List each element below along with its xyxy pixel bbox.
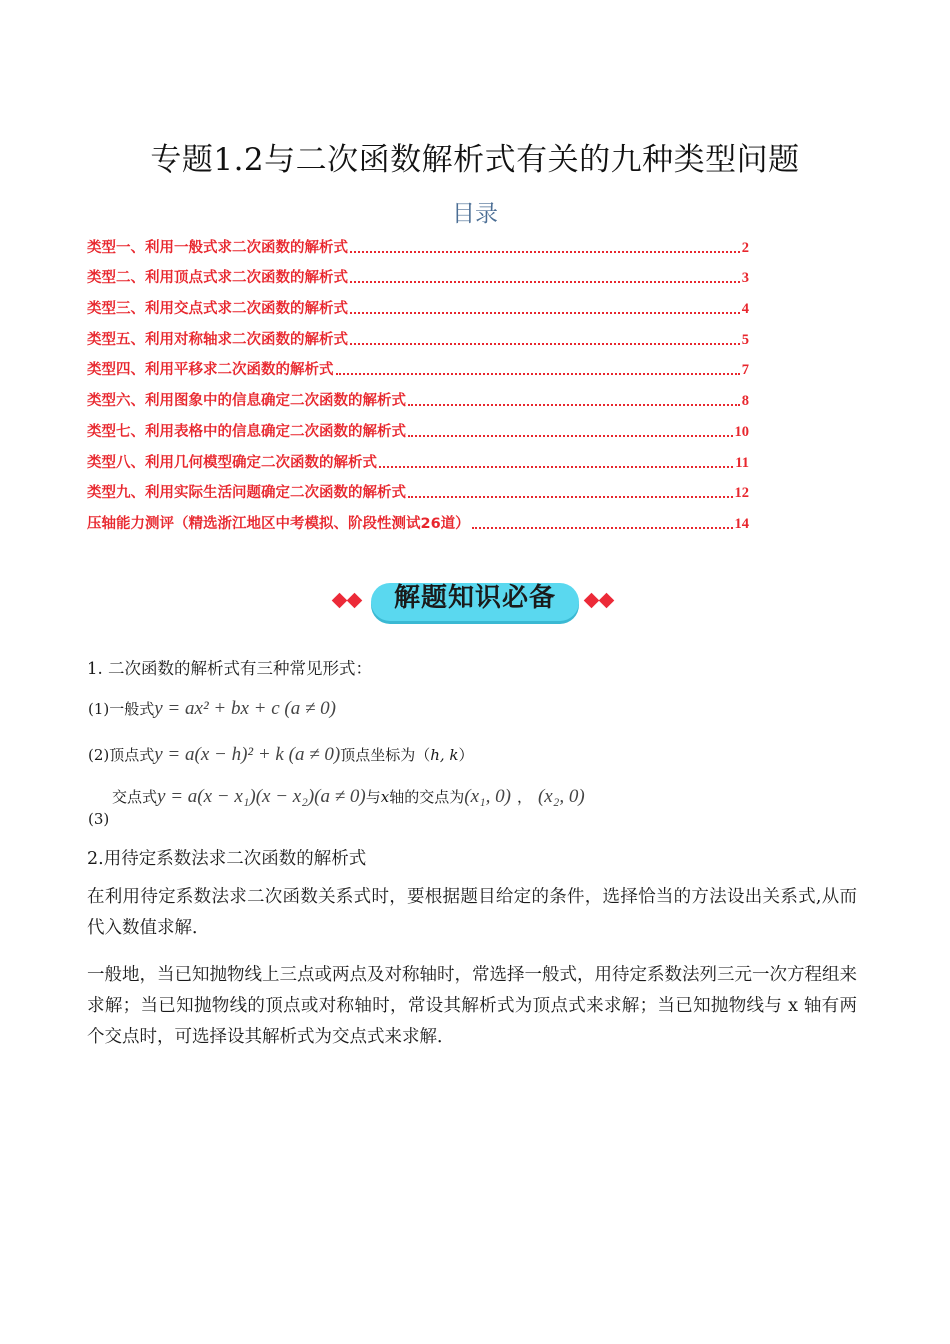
toc-item[interactable] xyxy=(87,257,749,288)
toc-item-label: 类型三、利用交点式求二次函数的解析式 xyxy=(87,301,348,318)
toc-item-label: 类型四、利用平移求二次函数的解析式 xyxy=(87,362,334,379)
toc-item-label: 类型六、利用图象中的信息确定二次函数的解析式 xyxy=(87,393,406,410)
general-form-label: (1)一般式 xyxy=(88,700,155,718)
toc-leader-dots xyxy=(350,312,740,314)
toc-item-label: 类型九、利用实际生活问题确定二次函数的解析式 xyxy=(87,485,406,502)
banner-text: 解题知识必备 xyxy=(393,583,556,613)
vertex-form-row xyxy=(88,744,474,766)
toc-heading: 目录 xyxy=(452,201,498,227)
toc-item-page: 11 xyxy=(735,454,749,471)
toc-item-page: 12 xyxy=(734,485,749,502)
vertex-note-suffix: ） xyxy=(458,746,474,764)
vertex-note-vars: h, k xyxy=(430,746,459,764)
toc-item[interactable] xyxy=(87,410,749,441)
intercept-form-number: (3) xyxy=(88,810,110,828)
intercept-form-formula: y = a(x − x₁)(x − x₂)(a ≠ 0) xyxy=(157,786,366,807)
table-of-contents xyxy=(87,226,749,533)
intercept-point-1: (x₁, 0) xyxy=(464,786,511,807)
intercept-form-row xyxy=(112,786,585,808)
toc-item[interactable] xyxy=(87,226,749,257)
toc-leader-dots xyxy=(472,527,733,529)
intercept-note-var: x xyxy=(380,788,390,806)
toc-item-label: 类型一、利用一般式求二次函数的解析式 xyxy=(87,239,348,256)
intercept-comma: ， xyxy=(516,788,532,806)
page-title: 专题1.2与二次函数解析式有关的九种类型问题 xyxy=(150,142,800,178)
toc-item[interactable] xyxy=(87,287,749,318)
vertex-form-formula: y = a(x − h)² + k (a ≠ 0) xyxy=(154,744,341,765)
toc-item[interactable] xyxy=(87,318,749,349)
toc-item-page: 10 xyxy=(734,423,749,440)
toc-leader-dots xyxy=(350,343,740,345)
toc-item[interactable] xyxy=(87,441,749,472)
section-banner xyxy=(330,575,620,623)
toc-leader-dots xyxy=(350,251,740,253)
toc-item-label: 压轴能力测评（精选浙江地区中考模拟、阶段性测试26道） xyxy=(87,515,470,532)
section2-heading: 2.用待定系数法求二次函数的解析式 xyxy=(87,849,367,869)
toc-item-label: 类型五、利用对称轴求二次函数的解析式 xyxy=(87,331,348,348)
toc-leader-dots xyxy=(379,466,733,468)
toc-leader-dots xyxy=(336,373,740,375)
toc-leader-dots xyxy=(408,496,733,498)
toc-item-page: 7 xyxy=(741,362,749,379)
toc-item-page: 2 xyxy=(741,239,749,256)
toc-item[interactable] xyxy=(87,379,749,410)
toc-leader-dots xyxy=(408,404,740,406)
intercept-note-prefix: 与 xyxy=(365,788,381,806)
intercept-note-suffix: 轴的交点为 xyxy=(389,788,465,806)
intercept-point-2: (x₂, 0) xyxy=(537,786,585,807)
diamond-icon xyxy=(586,591,616,610)
toc-item[interactable] xyxy=(87,349,749,380)
section2-paragraph-2: 一般地，当已知抛物线上三点或两点及对称轴时，常选择一般式，用待定系数法列三元一次方程组来求解；当已知抛物线的顶点或对称轴时，常设其解析式为顶点式来求解；当已知抛物线与 x 轴有两个交点时，可选择设其解析式为交点式来求解． xyxy=(87,965,857,1047)
section1-heading: 1. 二次函数的解析式有三种常见形式： xyxy=(87,659,372,678)
toc-item[interactable] xyxy=(87,472,749,503)
toc-item-label: 类型八、利用几何模型确定二次函数的解析式 xyxy=(87,454,377,471)
diamond-icon xyxy=(334,591,364,610)
toc-leader-dots xyxy=(350,281,740,283)
toc-item-page: 8 xyxy=(741,393,749,410)
toc-item-page: 5 xyxy=(741,331,749,348)
toc-item-page: 4 xyxy=(741,301,749,318)
toc-item-page: 3 xyxy=(741,270,749,287)
toc-item[interactable] xyxy=(87,502,749,533)
vertex-note-prefix: 顶点坐标为（ xyxy=(340,746,431,764)
toc-item-label: 类型二、利用顶点式求二次函数的解析式 xyxy=(87,270,348,287)
section2-paragraph-1: 在利用待定系数法求二次函数关系式时，要根据题目给定的条件，选择恰当的方法设出关系式,从而代入数值求解． xyxy=(87,887,857,938)
general-form-row xyxy=(88,698,336,720)
toc-leader-dots xyxy=(408,435,733,437)
general-form-formula: y = ax² + bx + c (a ≠ 0) xyxy=(154,698,336,719)
toc-item-label: 类型七、利用表格中的信息确定二次函数的解析式 xyxy=(87,423,406,440)
toc-item-page: 14 xyxy=(734,515,749,532)
intercept-form-label: 交点式 xyxy=(112,788,158,806)
vertex-form-label: (2)顶点式 xyxy=(88,746,155,764)
